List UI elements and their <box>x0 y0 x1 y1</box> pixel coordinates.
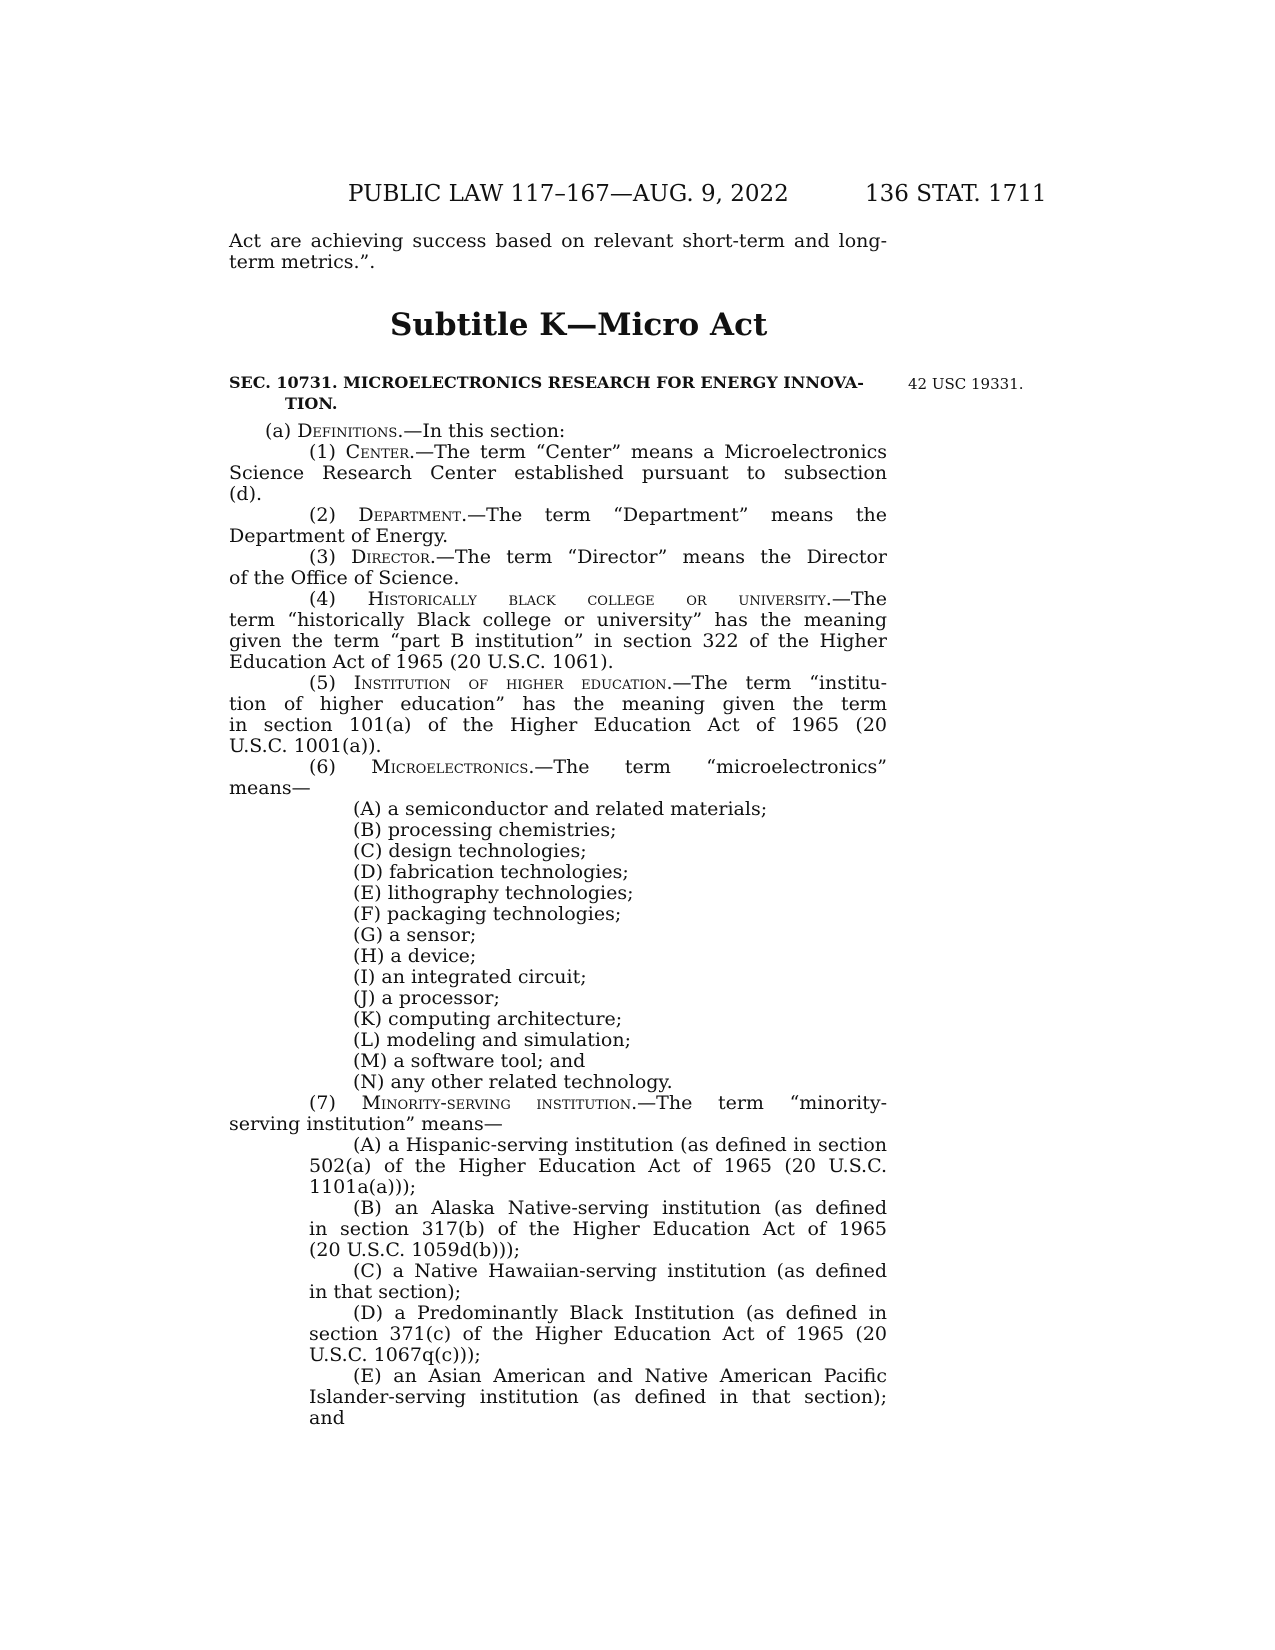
text-line: U.S.C. 1001(a)). <box>229 735 382 757</box>
minority-serving-list <box>229 1135 887 1429</box>
list-item: (K) computing architecture; <box>353 1008 623 1030</box>
list-item: (M) a software tool; and <box>353 1050 586 1072</box>
list-item: (C) design technologies; <box>353 840 587 862</box>
list-item: (N) any other related technology. <box>353 1071 673 1093</box>
running-header-title: PUBLIC LAW 117–167—AUG. 9, 2022 <box>348 181 789 207</box>
text-line: term “historically Black college or university” has the meaning <box>229 609 887 631</box>
text-line: of the Office of Science. <box>229 567 460 589</box>
definition-institution-higher-ed: (5) Institution of higher education.—The term “institu- <box>309 672 887 694</box>
definition-microelectronics: (6) Microelectronics.—The term “microelectronics” <box>309 756 887 778</box>
list-item: (D) a Predominantly Black Institution (as defined in <box>353 1302 887 1324</box>
definition-director: (3) Director.—The term “Director” means the Director <box>309 546 888 568</box>
list-item: (D) fabrication technologies; <box>353 861 629 883</box>
text-line: means— <box>229 777 311 799</box>
text-line: 502(a) of the Higher Education Act of 1965 (20 U.S.C. <box>309 1155 887 1177</box>
text-line: 1101a(a))); <box>309 1176 417 1198</box>
text-line: Act are achieving success based on relevant short-term and long- <box>229 230 887 252</box>
list-item: (B) an Alaska Native-serving institution (as defined <box>353 1197 887 1219</box>
intro-paragraph <box>229 231 887 273</box>
text-line: given the term “part B institution” in section 322 of the Higher <box>229 630 887 652</box>
subsection-label: (a) <box>265 420 298 442</box>
section-heading <box>229 372 889 414</box>
text-line: tion of higher education” has the meaning given the term <box>229 693 887 715</box>
subtitle-heading: Subtitle K—Micro Act <box>390 307 768 343</box>
text-line: (20 U.S.C. 1059d(b))); <box>309 1239 520 1261</box>
microelectronics-list <box>229 799 887 1093</box>
text-line: in section 317(b) of the Higher Education Act of 1965 <box>309 1218 887 1240</box>
text-line: Education Act of 1965 (20 U.S.C. 1061). <box>229 651 614 673</box>
text-line: and <box>309 1407 345 1429</box>
text-line: in section 101(a) of the Higher Education Act of 1965 (20 <box>229 714 887 736</box>
definition-minority-serving: (7) Minority-serving institution.—The term “minority- <box>309 1092 888 1114</box>
text-line: (d). <box>229 483 263 505</box>
list-item: (C) a Native Hawaiian-serving institution (as defined <box>353 1260 887 1282</box>
list-item: (A) a Hispanic-serving institution (as defined in section <box>353 1134 887 1156</box>
text-line: section 371(c) of the Higher Education Act of 1965 (20 <box>309 1323 887 1345</box>
list-item: (E) lithography technologies; <box>353 882 634 904</box>
margin-citation: 42 USC 19331. <box>908 375 1024 393</box>
subsection-a-heading <box>229 421 887 442</box>
text-line: Department of Energy. <box>229 525 449 547</box>
definition-hbcu: (4) Historically black college or university.—The <box>309 588 887 610</box>
list-item: (I) an integrated circuit; <box>353 966 587 988</box>
list-item: (L) modeling and simulation; <box>353 1029 631 1051</box>
subsection-term: Definitions <box>297 420 398 442</box>
text-line: term metrics.”. <box>229 251 376 273</box>
list-item: (H) a device; <box>353 945 477 967</box>
section-heading-line: SEC. 10731. MICROELECTRONICS RESEARCH FOR ENERGY INNOVA- <box>229 373 864 392</box>
list-item: (A) a semiconductor and related materials; <box>353 798 768 820</box>
list-item: (E) an Asian American and Native American Pacific <box>353 1365 887 1387</box>
definitions-body <box>229 421 887 1429</box>
definition-center: (1) Center.—The term “Center” means a Microelectronics <box>309 441 888 463</box>
list-item: (B) processing chemistries; <box>353 819 617 841</box>
text-line: in that section); <box>309 1281 462 1303</box>
text-line: U.S.C. 1067q(c))); <box>309 1344 481 1366</box>
text-line: Science Research Center established pursuant to subsection <box>229 462 887 484</box>
list-item: (F) packaging technologies; <box>353 903 622 925</box>
text-line: Islander-serving institution (as defined in that section); <box>309 1386 887 1408</box>
text-line: serving institution” means— <box>229 1113 503 1135</box>
list-item: (G) a sensor; <box>353 924 477 946</box>
subsection-lead: .—In this section: <box>397 420 566 442</box>
list-item: (J) a processor; <box>353 987 500 1009</box>
definition-department: (2) Department.—The term “Department” means the <box>309 504 887 526</box>
page-statute-number: 136 STAT. 1711 <box>865 181 1047 207</box>
section-heading-line: TION. <box>285 394 338 413</box>
